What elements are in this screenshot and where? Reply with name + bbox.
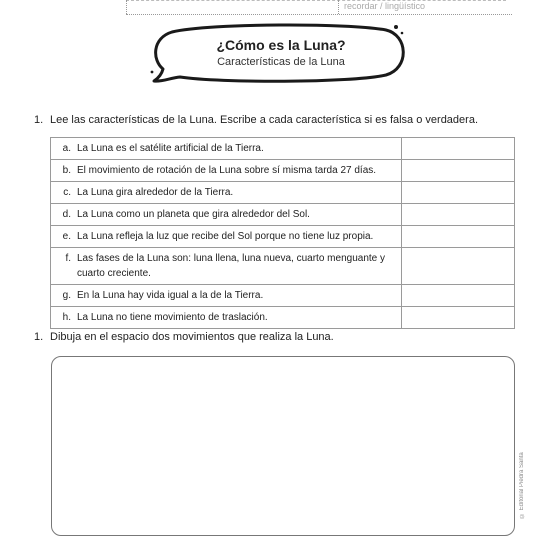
- statement-text: La Luna gira alrededor de la Tierra.: [77, 187, 234, 198]
- table-row: [51, 138, 515, 160]
- table-row: [51, 204, 515, 226]
- title-bubble: [150, 20, 412, 88]
- answer-cell[interactable]: [401, 226, 514, 248]
- answer-cell[interactable]: [401, 204, 514, 226]
- statement-text: El movimiento de rotación de la Luna sobre sí misma tarda 27 días.: [77, 165, 377, 176]
- answer-cell[interactable]: [401, 307, 514, 329]
- page-title: ¿Cómo es la Luna?: [216, 37, 346, 53]
- table-row: [51, 182, 515, 204]
- statement-text: En la Luna hay vida igual a la de la Tierra.: [77, 290, 264, 301]
- statement-text: La Luna como un planeta que gira alrededor del Sol.: [77, 209, 310, 220]
- statement-letter: c.: [63, 187, 71, 198]
- true-false-table: [50, 137, 515, 329]
- table-row: [51, 248, 515, 285]
- statement-cell: [51, 285, 402, 307]
- statement-letter: b.: [62, 165, 71, 176]
- answer-cell[interactable]: [401, 182, 514, 204]
- header-strip-text: recordar / lingüístico: [344, 1, 426, 11]
- activity1-number: 1.: [34, 114, 44, 126]
- page-subtitle: Características de la Luna: [217, 56, 345, 68]
- speech-bubble-shape: [150, 20, 412, 88]
- statement-cell: [51, 138, 402, 160]
- header-underline: [126, 14, 512, 15]
- header-dots: [126, 0, 506, 2]
- header-divider-right: [338, 0, 339, 14]
- header-divider-left: [126, 0, 127, 14]
- statement-letter: e.: [62, 231, 71, 242]
- statement-letter: a.: [62, 143, 71, 154]
- table-row: [51, 307, 515, 329]
- statement-letter: h.: [62, 312, 71, 323]
- answer-cell[interactable]: [401, 138, 514, 160]
- publisher-credit: © Editorial Piedra Santa: [519, 452, 525, 518]
- statement-text: La Luna es el satélite artificial de la Tierra.: [77, 143, 264, 154]
- statement-text: Las fases de la Luna son: luna llena, luna nueva, cuarto menguante y cuarto creciente.: [77, 253, 385, 279]
- statement-cell: [51, 182, 402, 204]
- statement-cell: [51, 226, 402, 248]
- statement-text: La Luna no tiene movimiento de traslación.: [77, 312, 268, 323]
- answer-cell[interactable]: [401, 248, 514, 285]
- table-row: [51, 160, 515, 182]
- statement-cell: [51, 204, 402, 226]
- activity2-number: 1.: [34, 331, 44, 343]
- statement-text: La Luna refleja la luz que recibe del Sol porque no tiene luz propia.: [77, 231, 374, 242]
- answer-cell[interactable]: [401, 160, 514, 182]
- activity2-instruction-text: Dibuja en el espacio dos movimientos que realiza la Luna.: [50, 331, 334, 343]
- statement-cell: [51, 160, 402, 182]
- table-row: [51, 226, 515, 248]
- activity1-instruction: [34, 114, 478, 126]
- table-row: [51, 285, 515, 307]
- answer-cell[interactable]: [401, 285, 514, 307]
- statement-cell: [51, 307, 402, 329]
- statement-letter: f.: [65, 253, 71, 264]
- statement-letter: d.: [62, 209, 71, 220]
- statement-letter: g.: [62, 290, 71, 301]
- header-strip: [0, 0, 550, 16]
- statement-cell: [51, 248, 402, 285]
- activity1-instruction-text: Lee las características de la Luna. Escribe a cada característica si es falsa o verdadera.: [50, 114, 478, 126]
- drawing-area[interactable]: [51, 356, 515, 536]
- activity2-instruction: [34, 331, 334, 343]
